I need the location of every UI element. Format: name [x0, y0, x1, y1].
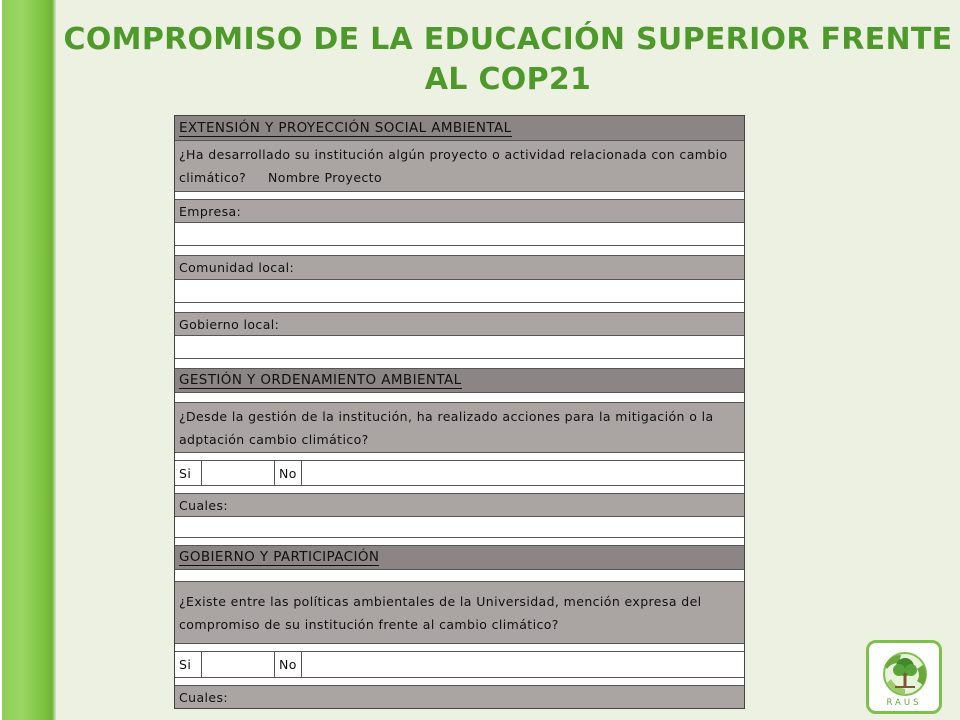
raus-logo [866, 640, 942, 714]
yes-no-choice [175, 461, 744, 486]
left-accent-bar [0, 0, 56, 720]
spacer-row [175, 192, 744, 200]
spacer-row [175, 538, 744, 546]
question-policy: ¿Existe entre las políticas ambientales de la Universidad, mención expresa del compromiso de su institución frente al cambio climático? [175, 582, 744, 644]
spacer-row [175, 246, 744, 256]
field-label-comunidad: Comunidad local: [175, 256, 744, 280]
spacer-row [175, 644, 744, 652]
question-project: ¿Ha desarrollado su institución algún proyecto o actividad relacionada con cambio climático? Nombre Proyecto [175, 141, 744, 192]
field-label-gobierno: Gobierno local: [175, 313, 744, 336]
question-mitigation: ¿Desde la gestión de la institución, ha realizado acciones para la mitigación o la adptación cambio climático? [175, 403, 744, 453]
no-checkbox[interactable]: No [274, 461, 302, 485]
logo-text: RAUS [886, 698, 922, 708]
field-label-cuales: Cuales: [175, 686, 744, 708]
yes-no-choice [175, 652, 744, 678]
section-heading-gestion: GESTIÓN Y ORDENAMIENTO AMBIENTAL [175, 369, 744, 393]
spacer-row [175, 303, 744, 313]
spacer-row [175, 453, 744, 461]
field-label-empresa: Empresa: [175, 200, 744, 223]
input-comunidad[interactable] [175, 280, 744, 303]
slide-title: COMPROMISO DE LA EDUCACIÓN SUPERIOR FRENTE AL COP21 [63, 22, 953, 97]
no-checkbox[interactable]: No [274, 652, 302, 677]
spacer-row [175, 359, 744, 369]
spacer-row [175, 486, 744, 494]
input-empresa[interactable] [175, 223, 744, 246]
section-heading-extension: EXTENSIÓN Y PROYECCIÓN SOCIAL AMBIENTAL [175, 116, 744, 141]
survey-form [174, 115, 745, 709]
tree-globe-icon [877, 647, 933, 699]
field-label-cuales: Cuales: [175, 494, 744, 517]
input-gobierno[interactable] [175, 336, 744, 359]
spacer-row [175, 678, 744, 686]
input-cuales[interactable] [175, 517, 744, 538]
yes-checkbox[interactable]: Si [175, 652, 202, 677]
spacer-row [175, 393, 744, 403]
section-heading-gobierno: GOBIERNO Y PARTICIPACIÓN [175, 546, 744, 570]
yes-checkbox[interactable]: Si [175, 461, 202, 485]
spacer-row [175, 570, 744, 582]
